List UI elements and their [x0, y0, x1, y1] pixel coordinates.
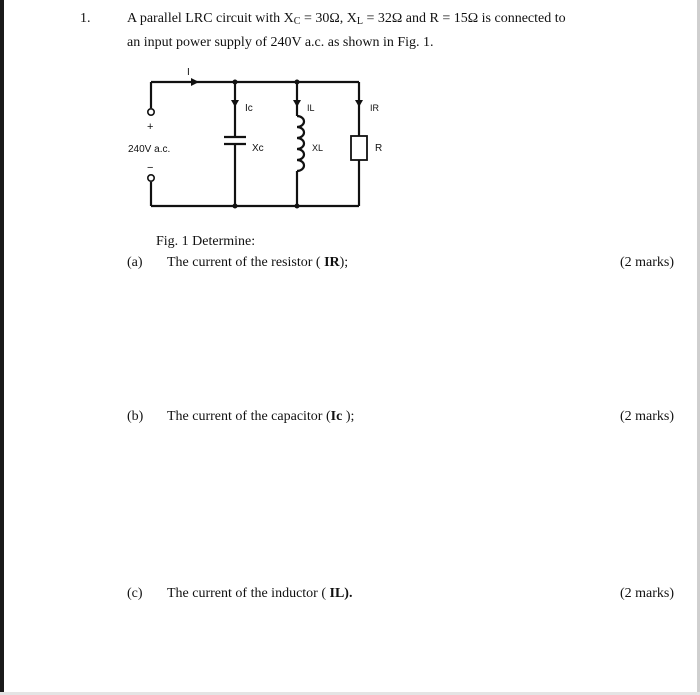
- part-b-label: (b): [127, 409, 144, 424]
- label-current-c: Ic: [245, 103, 253, 114]
- part-c-label: (c): [127, 586, 143, 601]
- part-a-symbol: IR: [324, 255, 340, 270]
- part-a-label: (a): [127, 255, 143, 270]
- question-line-1: A parallel LRC circuit with XC = 30Ω, XL = 32Ω and R = 15Ω is connected to: [127, 11, 566, 27]
- circuit-diagram: [120, 62, 400, 212]
- label-xl: XL: [312, 143, 324, 153]
- label-minus: −: [147, 162, 154, 174]
- label-resistor: R: [375, 143, 383, 154]
- label-current-l: IL: [307, 103, 315, 113]
- label-current-r: IR: [370, 103, 379, 113]
- part-b-text: The current of the capacitor (Ic );: [167, 409, 355, 424]
- part-a-marks: (2 marks): [620, 255, 675, 270]
- part-c-marks: (2 marks): [620, 586, 675, 601]
- label-current-total: I: [187, 67, 190, 78]
- question-number: 1.: [80, 11, 91, 26]
- part-a-text: The current of the resistor ( IR);: [167, 255, 349, 270]
- question-line-2: an input power supply of 240V a.c. as shown in Fig. 1.: [127, 35, 434, 50]
- part-b-marks: (2 marks): [620, 409, 675, 424]
- part-b-symbol: Ic: [330, 409, 343, 424]
- left-border: [0, 0, 4, 695]
- label-source: 240V a.c.: [128, 144, 171, 155]
- label-plus: +: [147, 121, 154, 133]
- figure-caption: Fig. 1 Determine:: [156, 234, 256, 249]
- label-xc: Xc: [252, 143, 264, 154]
- part-c-text: The current of the inductor ( IL).: [167, 586, 353, 601]
- part-c-symbol: IL: [329, 586, 345, 601]
